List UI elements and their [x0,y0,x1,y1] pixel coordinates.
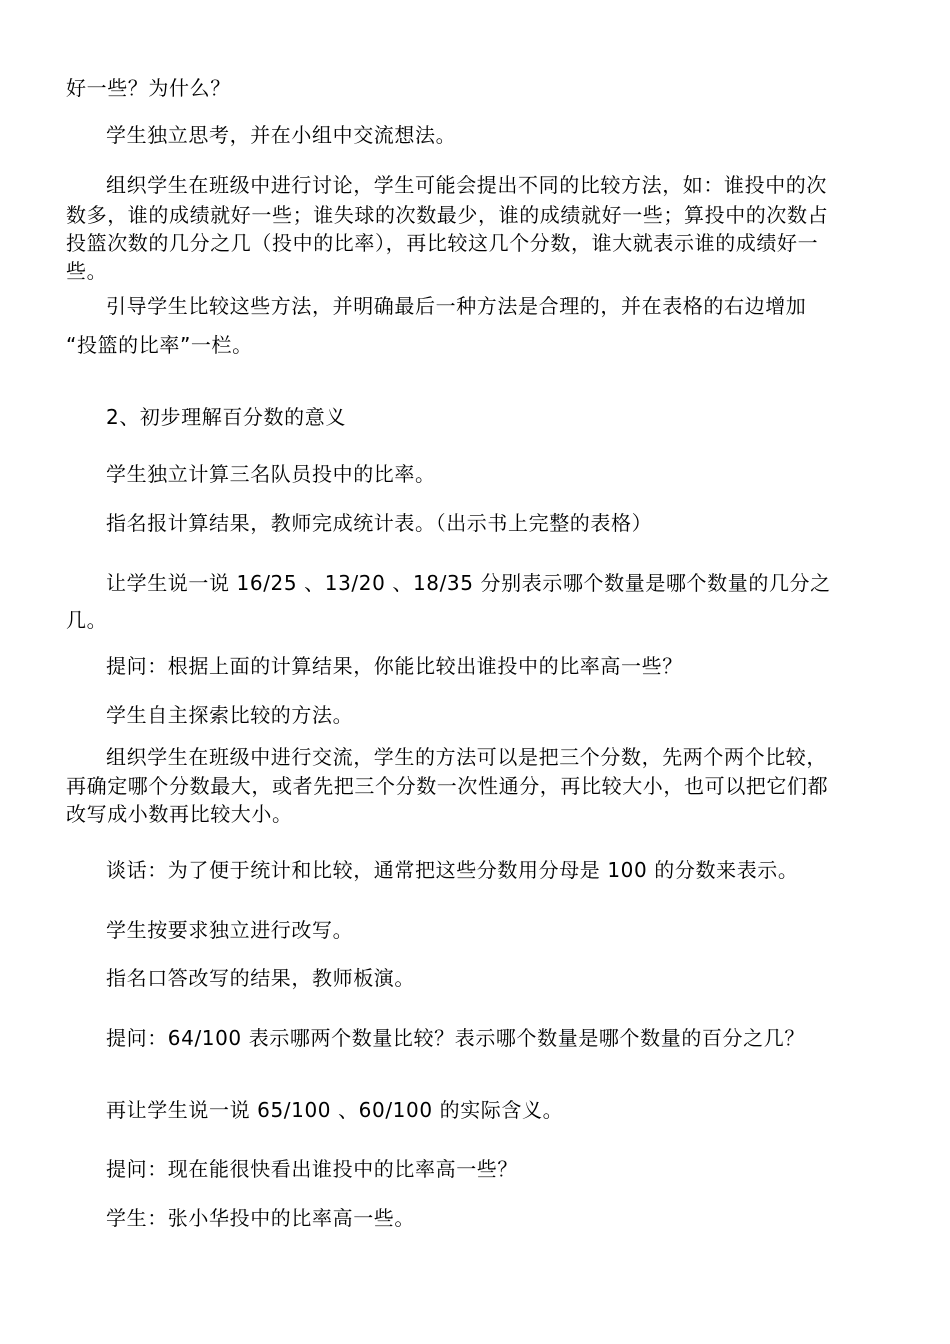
section-heading: 2、初步理解百分数的意义 [106,405,346,429]
text-line: 改写成小数再比较大小。 [66,802,293,826]
text-line: “投篮的比率”一栏。 [66,333,253,357]
text-line: 让学生说一说 16/25 、13/20 、18/35 分别表示哪个数量是哪个数量的几分之 [106,571,831,595]
text-line: 引导学生比较这些方法，并明确最后一种方法是合理的，并在表格的右边增加 [106,294,807,318]
text-line: 好一些？为什么？ [66,76,231,100]
text-line: 学生按要求独立进行改写。 [106,918,354,942]
text-line: 提问：64/100 表示哪两个数量比较？表示哪个数量是哪个数量的百分之几？ [106,1026,805,1050]
text-line: 学生独立思考，并在小组中交流想法。 [106,123,457,147]
text-line: 投篮次数的几分之几（投中的比率），再比较这几个分数，谁大就表示谁的成绩好一 [66,231,819,255]
text-line: 几。 [66,608,108,632]
text-line: 学生自主探索比较的方法。 [106,703,354,727]
text-line: 提问：现在能很快看出谁投中的比率高一些？ [106,1157,518,1181]
text-line: 学生独立计算三名队员投中的比率。 [106,462,436,486]
text-line: 组织学生在班级中进行交流，学生的方法可以是把三个分数，先两个两个比较， [106,745,827,769]
text-line: 指名口答改写的结果，教师板演。 [106,966,415,990]
text-line: 数多，谁的成绩就好一些；谁失球的次数最少，谁的成绩就好一些；算投中的次数占 [66,203,829,227]
text-line: 再让学生说一说 65/100 、60/100 的实际含义。 [106,1098,564,1122]
text-line: 组织学生在班级中进行讨论，学生可能会提出不同的比较方法，如：谁投中的次 [106,173,827,197]
text-line: 谈话：为了便于统计和比较，通常把这些分数用分母是 100 的分数来表示。 [106,858,799,882]
text-line: 指名报计算结果，教师完成统计表。（出示书上完整的表格） [106,511,653,535]
text-line: 些。 [66,259,108,283]
text-line: 再确定哪个分数最大，或者先把三个分数一次性通分，再比较大小，也可以把它们都 [66,774,829,798]
text-line: 学生：张小华投中的比率高一些。 [106,1206,415,1230]
text-line: 提问：根据上面的计算结果，你能比较出谁投中的比率高一些？ [106,654,683,678]
